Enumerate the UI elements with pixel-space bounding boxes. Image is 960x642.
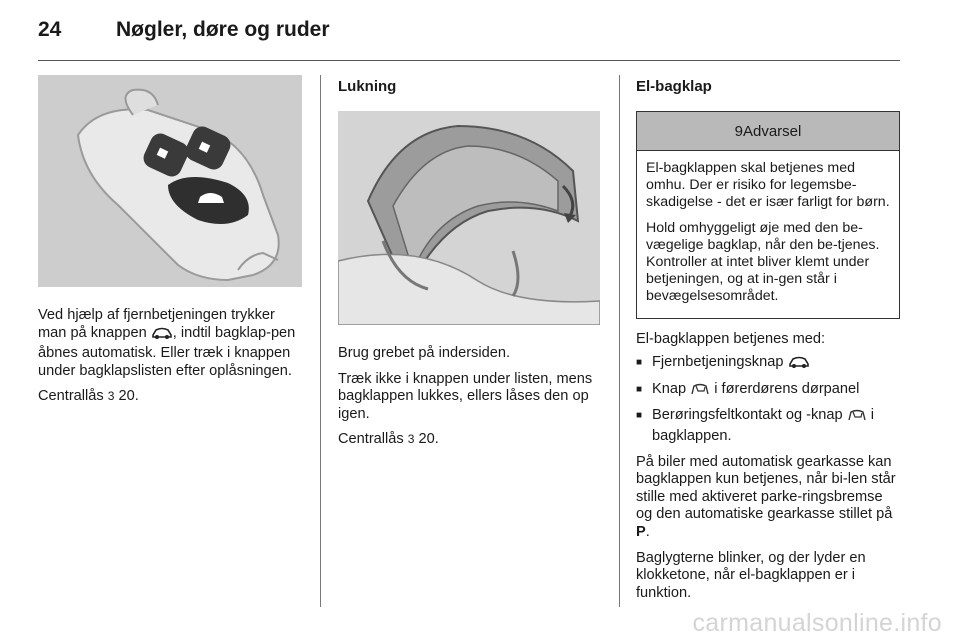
chapter-title: Nøgler, døre og ruder [116, 18, 330, 41]
operation-list [636, 354, 900, 445]
column-divider-1 [320, 75, 321, 607]
warning-paragraph-2: Hold omhyggeligt øje med den be-vægelige bagklap, når den be-tjenes. Kontroller at intet bliver klemt under betjeningen, og at in-gen står i bevægelsesområdet. [646, 219, 880, 305]
section-heading-lukning: Lukning [338, 78, 397, 95]
car-key-icon [788, 355, 810, 375]
header-rule [38, 60, 900, 61]
warning-symbol-icon: 9 [734, 122, 743, 140]
column-1 [38, 75, 302, 414]
list-item: ■ Fjernbetjeningsknap [636, 354, 900, 375]
warning-paragraph-1: El-bagklappen skal betjenes med omhu. Der er risiko for legemsbe-skadigelse - det er især farligt for børn. [646, 160, 890, 211]
page-number: 24 [38, 18, 62, 41]
taillight-paragraph: Baglygterne blinker, og der lyder en klokketone, når el-bagklappen er i funktion. [636, 549, 866, 601]
col2-paragraph-2: Træk ikke i knappen under listen, mens bagklappen lukkes, ellers låses den op igen. [338, 370, 593, 422]
list-item: ■ Berøringsfeltkontakt og -knap i bagklappen. [636, 407, 900, 445]
column-3 [636, 75, 900, 610]
tailgate-image [338, 111, 600, 325]
warning-title: Advarsel [742, 122, 802, 140]
gearbox-paragraph: På biler med automatisk gearkasse kan bagklappen kun betjenes, når bi-len står stille med aktiveret parke-ringsbremse og den automatiske gearkasse stillet på P. [636, 453, 896, 540]
key-fob-image [38, 75, 302, 287]
watermark: carmanualsonline.info [692, 609, 942, 637]
section-heading-el-bagklap: El-bagklap [636, 78, 712, 95]
key-fob-illustration [38, 75, 302, 287]
column-2 [338, 75, 602, 457]
col2-reference: Centrallås 3 20. [338, 431, 439, 448]
reference-arrow-icon: 3 [107, 389, 115, 404]
col1-reference: Centrallås 3 20. [38, 388, 139, 405]
tailgate-icon [690, 382, 710, 402]
reference-arrow-icon: 3 [407, 432, 415, 447]
list-item: ■ Knap i førerdørens dørpanel [636, 381, 900, 402]
tailgate-illustration [338, 111, 600, 325]
warning-header [637, 112, 899, 151]
column-divider-2 [619, 75, 620, 607]
tailgate-icon [847, 408, 867, 428]
car-key-icon [151, 326, 173, 346]
warning-box [636, 111, 900, 319]
operation-intro: El-bagklappen betjenes med: [636, 330, 826, 347]
col2-paragraph-1: Brug grebet på indersiden. [338, 345, 510, 361]
col1-paragraph: Ved hjælp af fjernbetjeningen trykker man på knappen , indtil bagklap-pen åbnes automatisk. Eller træk i knappen under bagklapslisten efter oplåsningen. [38, 307, 296, 379]
